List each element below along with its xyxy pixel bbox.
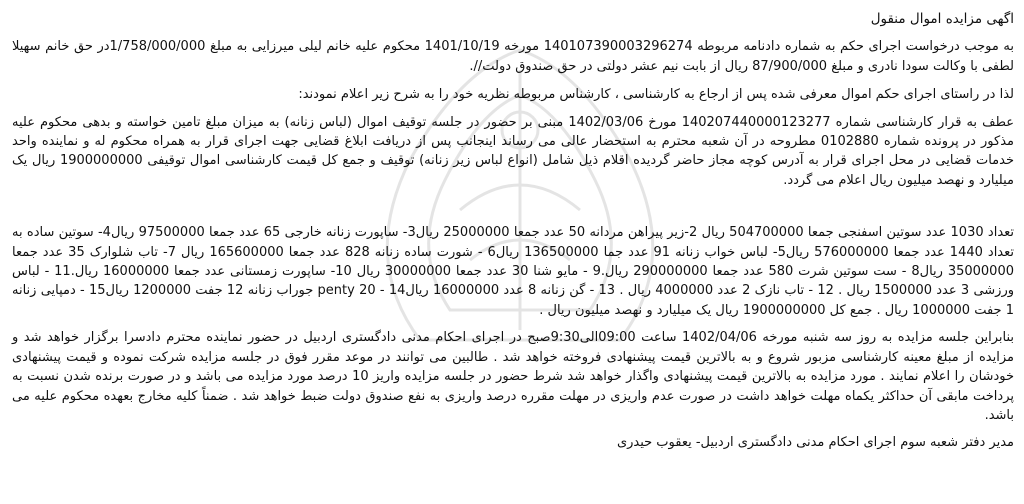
seized-items-paragraph: تعداد 1030 عدد سوتین اسفنجی جمعا 504700000 ریال 2-زیر پیراهن مردانه 50 عدد جمعا 25000000 ریال3- ساپورت زنانه خارجی 65 عدد جمعا 97500000 ریال4- سوتین ساده به تعداد 1440 عدد جمعا 576000000 ریال5- لباس خواب زنانه 91 عدد جما 136500000 ریال6 - شورت ساده زنانه 828 عدد جمعا 165600000 ریال 7- تاب شلوارک 35 عدد جمعا 35000000 ریال8 - ست سوتین شرت 580 عدد جمعا 290000000 ریال.9 - مایو شنا 30 عدد جمعا 30000000 ریال 10- ساپورت زمستانی عدد جمعا 16000000 ریال.11 - لباس ورزشی 3 عدد 1500000 ریال . 12 - تاب نازک 2 عدد 4000000 ریال . 13 - گن زنانه 8 عدد 16000000 ریال14 - penty 20 جوراب زنانه 12 جفت 1200000 ریال15 - دمپایی زنانه 1 جفت 1000000 ریال . جمع کل 1900000000 ریال یک میلیارد و نهصد میلیون ریال . bbox=[12, 225, 1015, 318]
notice-title: اگهی مزایده اموال منقول bbox=[870, 11, 1014, 27]
intro-paragraph: به موجب درخواست اجرای حکم به شماره دادنامه مربوطه 140107390003296274 مورخه 1401/10/19 محکوم علیه خانم لیلی میرزایی به مبلغ 1/758/000/000در حق خانم سهیلا لطفی با وکالت سودا نادری و مبلغ 87/900/000 ریال از بابت نیم عشر دولتی در حق صندوق دولت//. bbox=[12, 39, 1014, 74]
signature-line: مدیر دفتر شعبه سوم اجرای احکام مدنی دادگستری اردبیل- یعقوب حیدری bbox=[616, 435, 1014, 451]
auction-terms-paragraph: بنابراین جلسه مزایده به روز سه شنبه مورخه 1402/04/06 ساعت 09:00الی9:30صبح در اجرای احکام مدنی دادگستری اردبیل در حضور نماینده محترم دادسرا برگزار خواهد شد و مزایده از مبلغ معینه کارشناسی مزبور شروع و به بالاترین قیمت پیشنهادی فروخته خواهد شد . طالبین می توانند در موعد مقرر فوق در جلسه مزایده شرکت نموده و قیمت پیشنهادی خودشان را اعلام نمایند . مورد مزایده به بالاترین قیمت پیشنهادی واگذار خواهد شد شرط حضور در جلسه مزایده واریز 10 درصد مورد مزایده می باشد و در صورت برنده شدن نسبت به پرداخت مابقی آن حداکثر یکماه مهلت خواهد داشت در صورت عدم واریزی در مهلت مقرره درصد واریزی به نفع صندوق دولت ضبط خواهد شد . ضمناً کلیه مخارج بعهده محکوم علیه می باشد. bbox=[12, 330, 1015, 423]
expert-report-paragraph: عطف به قرار کارشناسی شماره 140207440000123277 مورخ 1402/03/06 مبنی بر حضور در جلسه توقیف اموال (لباس زنانه) به میزان مبلغ تامین خواسته و بدهی محکوم علیه مذکور در پرونده شماره 0102880 مطروحه در آن شعبه محترم به استحضار عالی می رساند اینجانب پس از دریافت ابلاغ قضایی جهت اجرای قرار به همراه محکوم له و نماینده واحد خدمات قضایی در محل اجرای قرار به آدرس کوچه مجاز حاضر گردیده اقلام ذیل شامل (انواع لباس زیر زنانه) توقیف و جمع کل قیمت کارشناسی اموال توقیفی 1900000000 ریال یک میلیارد و نهصد میلیون ریال اعلام می گردد. bbox=[12, 114, 1014, 188]
expert-referral-paragraph: لذا در راستای اجرای حکم اموال معرفی شده پس از ارجاع به کارشناسی ، کارشناس مربوطه نظریه خود را به شرح زیر اعلام نمودند: bbox=[298, 87, 1014, 103]
